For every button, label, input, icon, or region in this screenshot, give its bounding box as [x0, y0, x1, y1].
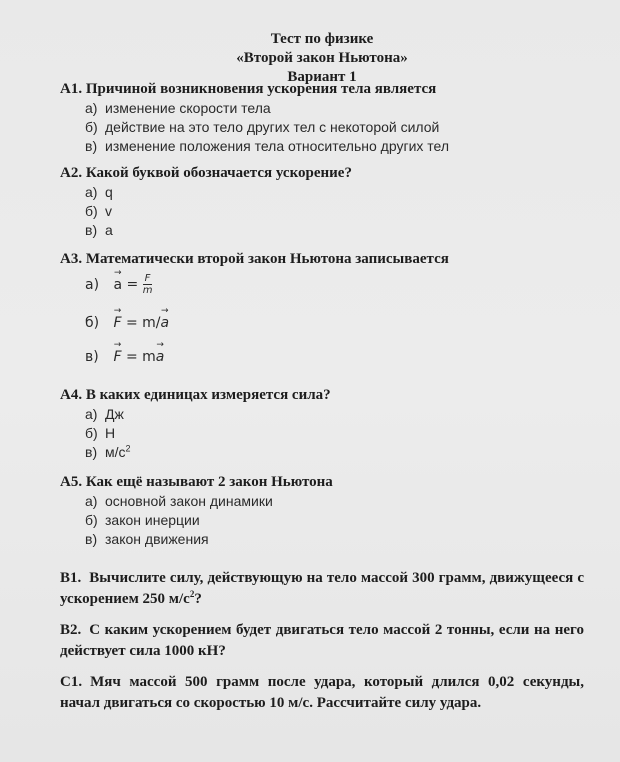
- option-a5-b: [60, 511, 584, 530]
- option-letter: а): [85, 184, 98, 200]
- option-a3-b: [60, 306, 584, 333]
- test-topic: «Второй закон Ньютона»: [236, 50, 408, 66]
- vector-a: [155, 340, 165, 367]
- question-b1-text: Вычислите силу, действующую на тело массой 300 грамм, движущееся с ускорением 250 м/с: [60, 570, 584, 607]
- option-text: изменение положения тела относительно других тел: [105, 138, 450, 154]
- fraction-denominator: m: [142, 285, 153, 296]
- formula-lhs: F: [113, 315, 122, 331]
- formula-eq: =: [125, 349, 138, 365]
- option-a3-a: [60, 267, 584, 296]
- option-a5-c: [60, 530, 584, 549]
- option-letter: в): [85, 531, 98, 547]
- option-letter: а): [85, 276, 100, 293]
- option-text: м/с: [105, 444, 126, 460]
- unit-exponent: 2: [189, 589, 195, 599]
- test-title: Тест по физике: [270, 31, 374, 47]
- option-letter: б): [85, 119, 98, 135]
- fraction: [143, 273, 153, 296]
- option-letter: а): [85, 100, 98, 116]
- option-text: закон инерции: [105, 512, 200, 528]
- question-a1-title: А1. Причиной возникновения ускорения тела является: [60, 81, 437, 97]
- question-a2-title: А2. Какой буквой обозначается ускорение?: [60, 165, 352, 181]
- option-a4-b: [60, 424, 584, 443]
- formula-rhs-m: m: [142, 349, 156, 365]
- option-text: действие на это тело других тел с некоторой силой: [105, 119, 440, 135]
- option-text: a: [105, 222, 113, 238]
- option-text: основной закон динамики: [105, 493, 273, 509]
- question-a5: [60, 473, 584, 549]
- vector-arrow-icon: →: [113, 267, 122, 278]
- option-letter: в): [85, 349, 99, 365]
- formula-eq: =: [125, 315, 138, 331]
- option-letter: в): [85, 222, 98, 238]
- vector-f: [113, 340, 122, 367]
- question-a3: [60, 250, 584, 269]
- question-a2: [60, 164, 584, 240]
- vector-arrow-icon: →: [161, 306, 169, 316]
- question-a4-title: А4. В каких единицах измеряется сила?: [60, 387, 331, 403]
- header: [60, 30, 584, 87]
- vector-arrow-icon: →: [156, 340, 164, 350]
- question-a1: [60, 80, 584, 156]
- formula-lhs: F: [113, 349, 122, 365]
- option-text: закон движения: [105, 531, 209, 547]
- question-b1: [60, 568, 584, 610]
- option-letter: б): [85, 425, 98, 441]
- unit-exponent: 2: [125, 443, 131, 454]
- option-a2-c: [60, 221, 584, 240]
- option-a2-b: [60, 202, 584, 221]
- question-b1-end: ?: [194, 591, 202, 607]
- option-a4-c: [60, 443, 584, 462]
- option-a4-a: [60, 405, 584, 424]
- option-a1-a: [60, 99, 584, 118]
- option-text: v: [105, 203, 112, 219]
- question-b2-text: С каким ускорением будет двигаться тело массой 2 тонны, если на него действует сила 1000 кН?: [60, 622, 584, 659]
- option-letter: б): [85, 512, 98, 528]
- question-a3-title: А3. Математически второй закон Ньютона записывается: [60, 251, 449, 267]
- option-letter: в): [85, 444, 98, 460]
- vector-f: [113, 306, 122, 333]
- option-a1-b: [60, 118, 584, 137]
- option-text: q: [105, 184, 113, 200]
- formula-eq: =: [126, 276, 139, 293]
- option-letter: б): [85, 315, 100, 331]
- formula-rhs-m: m/: [142, 315, 161, 331]
- option-letter: б): [85, 203, 98, 219]
- test-variant: Вариант 1: [287, 69, 357, 85]
- vector-a: [160, 306, 170, 333]
- option-a1-c: [60, 137, 584, 156]
- option-letter: в): [85, 138, 98, 154]
- formula-rhs-vec: a: [160, 315, 170, 331]
- option-letter: а): [85, 493, 98, 509]
- question-c1: [60, 672, 584, 714]
- vector-arrow-icon: →: [113, 306, 122, 316]
- question-b1-label: В1.: [60, 570, 82, 586]
- question-c1-label: С1.: [60, 674, 83, 690]
- option-a2-a: [60, 183, 584, 202]
- option-text: Н: [105, 425, 116, 441]
- question-b2-label: В2.: [60, 622, 82, 638]
- option-text: Дж: [105, 406, 124, 422]
- question-a4: [60, 386, 584, 462]
- option-a3-c: [60, 340, 584, 367]
- option-letter: а): [85, 406, 98, 422]
- formula-lhs: a: [113, 276, 123, 293]
- fraction-numerator: F: [144, 273, 151, 284]
- question-c1-text: Мяч массой 500 грамм после удара, который длился 0,02 секунды, начал двигаться со скоростью 10 м/с. Рассчитайте силу удара.: [60, 674, 584, 711]
- option-a5-a: [60, 492, 584, 511]
- question-a5-title: А5. Как ещё называют 2 закон Ньютона: [60, 474, 333, 490]
- option-text: изменение скорости тела: [105, 100, 271, 116]
- vector-a: [113, 267, 123, 295]
- question-b2: [60, 620, 584, 662]
- vector-arrow-icon: →: [113, 340, 122, 350]
- formula-rhs-vec: a: [155, 349, 165, 365]
